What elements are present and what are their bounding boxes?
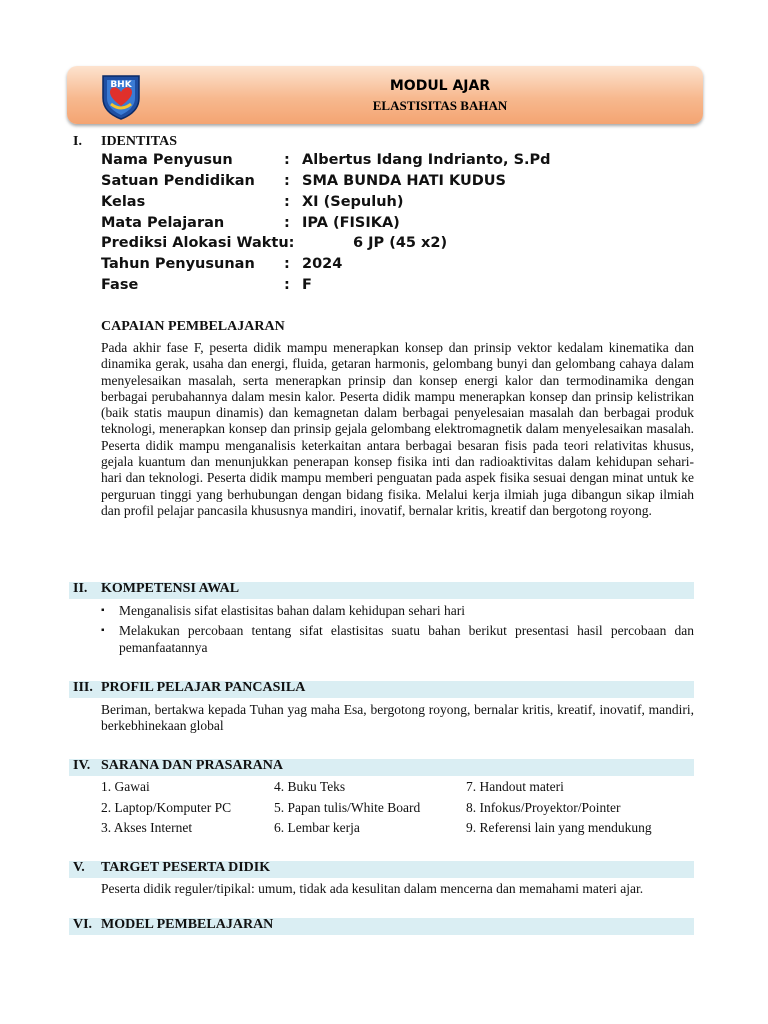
module-title: MODUL AJAR [389,78,491,94]
sarana-item: 8. Infokus/Proyektor/Pointer [466,800,621,815]
identity-value: Albertus Idang Indrianto, S.Pd [302,152,551,168]
identity-label: Fase [101,277,139,293]
section-title-sarana: SARANA DAN PRASARANA [101,758,284,773]
section-title-profil: PROFIL PELAJAR PANCASILA [101,680,306,695]
section-title-model: MODEL PEMBELAJARAN [101,917,274,932]
section-number-profil: III. [73,680,93,695]
sarana-item: 2. Laptop/Komputer PC [101,800,232,815]
identity-value: SMA BUNDA HATI KUDUS [302,173,506,189]
identity-colon: : [284,173,290,189]
identity-label: Tahun Penyusunan [101,256,255,272]
capaian-text: Pada akhir fase F, peserta didik mampu menerapkan konsep dan prinsip vektor kedalam kinematika dan dinamika gerak, usaha dan energi, fluida, getaran harmonis, gelombang bunyi dan gelombang cahaya dalam menyelesaikan masalah, serta menerapkan prinsip dan konsep energi kalor dan termodinamika dengan berbagai perubahannya dalam mesin kalor. Peserta didik mampu menerapkan konsep dan prinsip kelistrikan (baik statis maupun dinamis) dan kemagnetan dalam berbagai penyelesaian masalah dan berbagai produk teknologi, menerapkan konsep dan prinsip gejala gelombang elektromagnetik dalam menyelesaikan masalah. Peserta didik mampu menganalisis keterkaitan antara berbagai besaran fisis pada teori relativitas khusus, gejala kuantum dan menunjukkan penerapan konsep fisika inti dan radioaktivitas dalam kehidupan sehari-hari dan teknologi. Peserta didik mampu memberi penguatan pada aspek fisika sesuai dengan minat untuk ke perguruan tinggi yang berhubungan dengan bidang fisika. Melalui kerja ilmiah juga dibangun sikap ilmiah dan profil pelajar pancasila khususnya mandiri, inovatif, bernalar kritis, kreatif dan bergotong royong. [101,340,694,518]
identity-colon: : [284,277,290,293]
sarana-item: 1. Gawai [101,779,150,794]
identity-label: Kelas [101,194,146,210]
capaian-title: CAPAIAN PEMBELAJARAN [101,319,285,334]
section-number-identitas: I. [73,134,82,149]
identity-colon: : [284,194,290,210]
identity-colon: : [284,152,290,168]
section-title-identitas: IDENTITAS [101,134,177,149]
identity-value: 6 JP (45 x2) [353,235,448,251]
list-item [101,603,694,619]
sarana-item: 5. Papan tulis/White Board [274,800,421,815]
identity-label: Satuan Pendidikan [101,173,255,189]
module-subtitle: ELASTISITAS BAHAN [372,98,508,113]
identity-label: Mata Pelajaran [101,215,225,231]
sarana-item: 3. Akses Internet [101,820,193,835]
identity-colon: : [284,256,290,272]
svg-text:BHK: BHK [110,80,132,90]
bullet-icon: ▪ [101,605,105,616]
kompetensi-list [101,603,694,660]
list-item [101,623,694,656]
bullet-icon: ▪ [101,625,105,637]
section-number-sarana: IV. [73,758,91,773]
section-number-kompetensi: II. [73,581,88,596]
list-item-text: Menganalisis sifat elastisitas bahan dalam kehidupan sehari hari [119,603,466,618]
sarana-item: 9. Referensi lain yang mendukung [466,820,652,835]
identity-colon: : [284,215,290,231]
section-title-kompetensi: KOMPETENSI AWAL [101,581,240,596]
sarana-item: 4. Buku Teks [274,779,346,794]
document-header [67,66,703,124]
target-text: Peserta didik reguler/tipikal: umum, tidak ada kesulitan dalam mencerna dan memahami materi ajar. [101,881,644,896]
profil-text: Beriman, bertakwa kepada Tuhan yag maha Esa, bergotong royong, bernalar kritis, kreatif, inovatif, mandiri, berkebhinekaan global [101,702,694,734]
list-item-text: Melakukan percobaan tentang sifat elastisitas suatu bahan berikut presentasi hasil percobaan dan pemanfaatannya [119,623,694,655]
identity-value: F [302,277,312,293]
identity-label: Nama Penyusun [101,152,233,168]
identity-value: IPA (FISIKA) [302,215,400,231]
identity-value: XI (Sepuluh) [302,194,404,210]
identity-value: 2024 [302,256,343,272]
sarana-item: 7. Handout materi [466,779,564,794]
section-number-model: VI. [73,917,93,932]
identity-label: Prediksi Alokasi Waktu: [101,235,295,251]
section-number-target: V. [73,860,85,875]
section-title-target: TARGET PESERTA DIDIK [101,860,271,875]
sarana-item: 6. Lembar kerja [274,820,360,835]
